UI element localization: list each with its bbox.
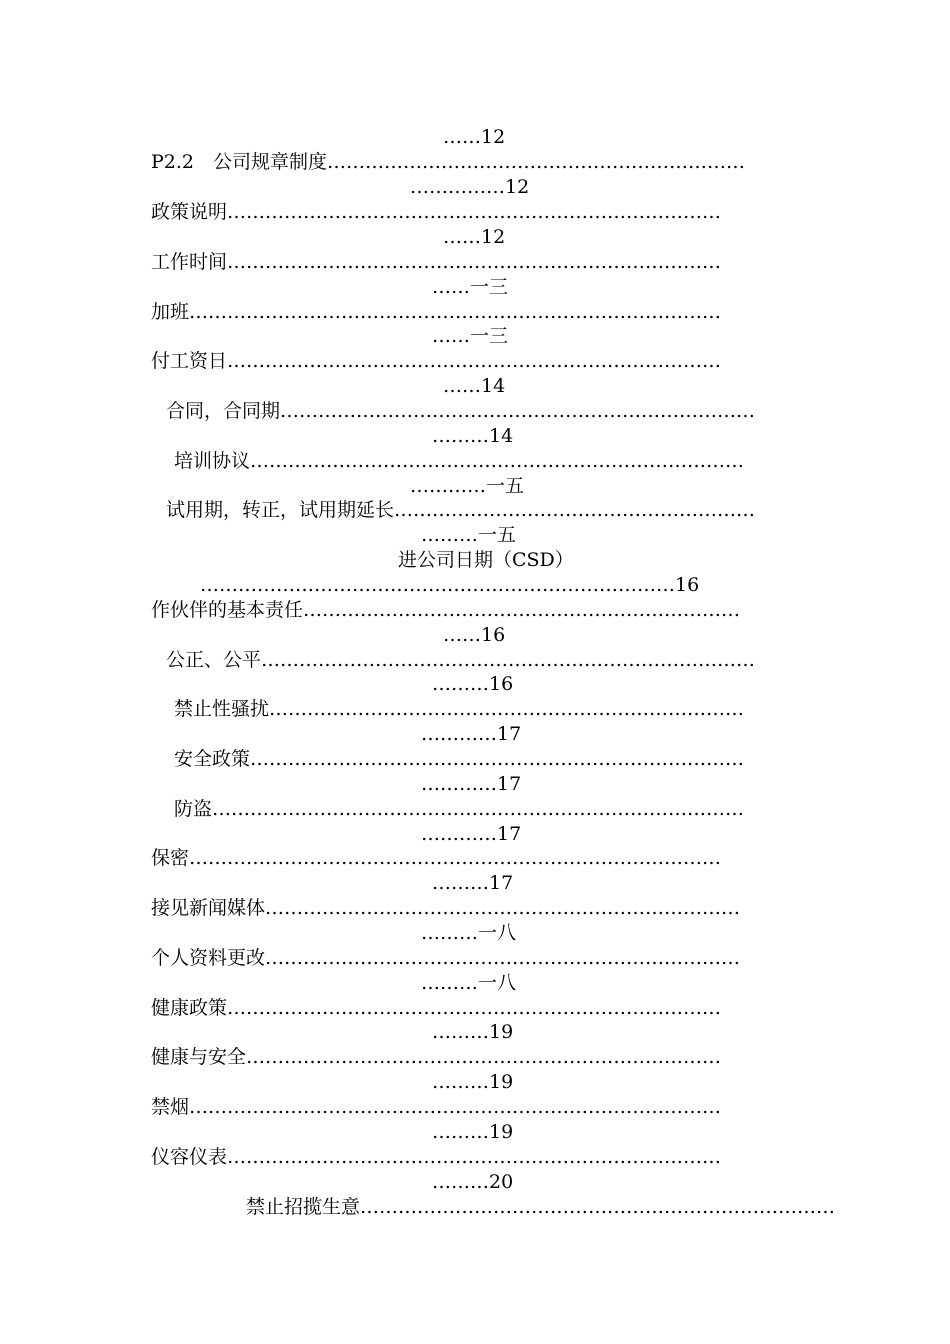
toc-entry-title: 作伙伴的基本责任……………………………………………………………	[151, 599, 741, 621]
toc-entry-title: 政策说明……………………………………………………………………	[151, 201, 722, 223]
toc-entry-title: 禁烟…………………………………………………………………………	[151, 1096, 722, 1118]
toc-entry-title: 进公司日期（CSD）	[398, 549, 574, 571]
toc-page-number: …………17	[421, 773, 522, 795]
toc-page-number: ………一八	[421, 922, 517, 944]
toc-entry-title: 健康与安全…………………………………………………………………	[151, 1046, 722, 1068]
toc-entry-title: 仪容仪表……………………………………………………………………	[151, 1146, 722, 1168]
toc-page-number: ………14	[432, 425, 514, 447]
toc-page-number: …………17	[421, 723, 522, 745]
toc-page-number: ……一三	[432, 325, 509, 347]
toc-entry-title: 加班…………………………………………………………………………	[151, 301, 722, 323]
toc-entry-title: P2.2 公司规章制度…………………………………………………………	[151, 151, 746, 173]
toc-entry-title: 保密…………………………………………………………………………	[151, 847, 722, 869]
toc-entry-title: 试用期，转正，试用期延长…………………………………………………	[166, 499, 756, 521]
toc-page-number: ……一三	[432, 276, 509, 298]
toc-page-number: …………………………………………………………………16	[200, 574, 700, 596]
toc-page-number: …………一五	[410, 475, 525, 497]
toc-page-number: ………19	[432, 1021, 514, 1043]
toc-entry-title: 接见新闻媒体…………………………………………………………………	[151, 897, 741, 919]
toc-entry-title: 合同，合同期…………………………………………………………………	[166, 400, 756, 422]
toc-page-number: ………一八	[421, 972, 517, 994]
toc-entry-title: 安全政策……………………………………………………………………	[174, 748, 745, 770]
toc-page-number: ……………12	[410, 176, 530, 198]
toc-entry-title: 健康政策……………………………………………………………………	[151, 997, 722, 1019]
toc-entry-title: 培训协议……………………………………………………………………	[174, 450, 745, 472]
toc-entry-title: 工作时间……………………………………………………………………	[151, 251, 722, 273]
toc-entry-title: 付工资日……………………………………………………………………	[151, 350, 722, 372]
toc-page-number: ………20	[432, 1171, 514, 1193]
toc-page-number: ……16	[443, 624, 506, 646]
toc-page-number: …………17	[421, 823, 522, 845]
toc-entry-title: 禁止招揽生意…………………………………………………………………	[246, 1196, 836, 1218]
toc-entry-title: 禁止性骚扰…………………………………………………………………	[174, 698, 745, 720]
toc-page-number: ………19	[432, 1071, 514, 1093]
toc-entry-title: 公正、公平……………………………………………………………………	[166, 649, 756, 671]
toc-page-number: ……14	[443, 375, 506, 397]
toc-page-number: ………19	[432, 1121, 514, 1143]
toc-page-number: ………一五	[421, 524, 517, 546]
toc-page-number: ……12	[443, 226, 506, 248]
toc-page-number: ………17	[432, 872, 514, 894]
toc-page-number: ………16	[432, 673, 514, 695]
toc-entry-title: 个人资料更改…………………………………………………………………	[151, 947, 741, 969]
toc-entry-title: 防盗…………………………………………………………………………	[174, 798, 745, 820]
toc-page-number: ……12	[443, 126, 506, 148]
